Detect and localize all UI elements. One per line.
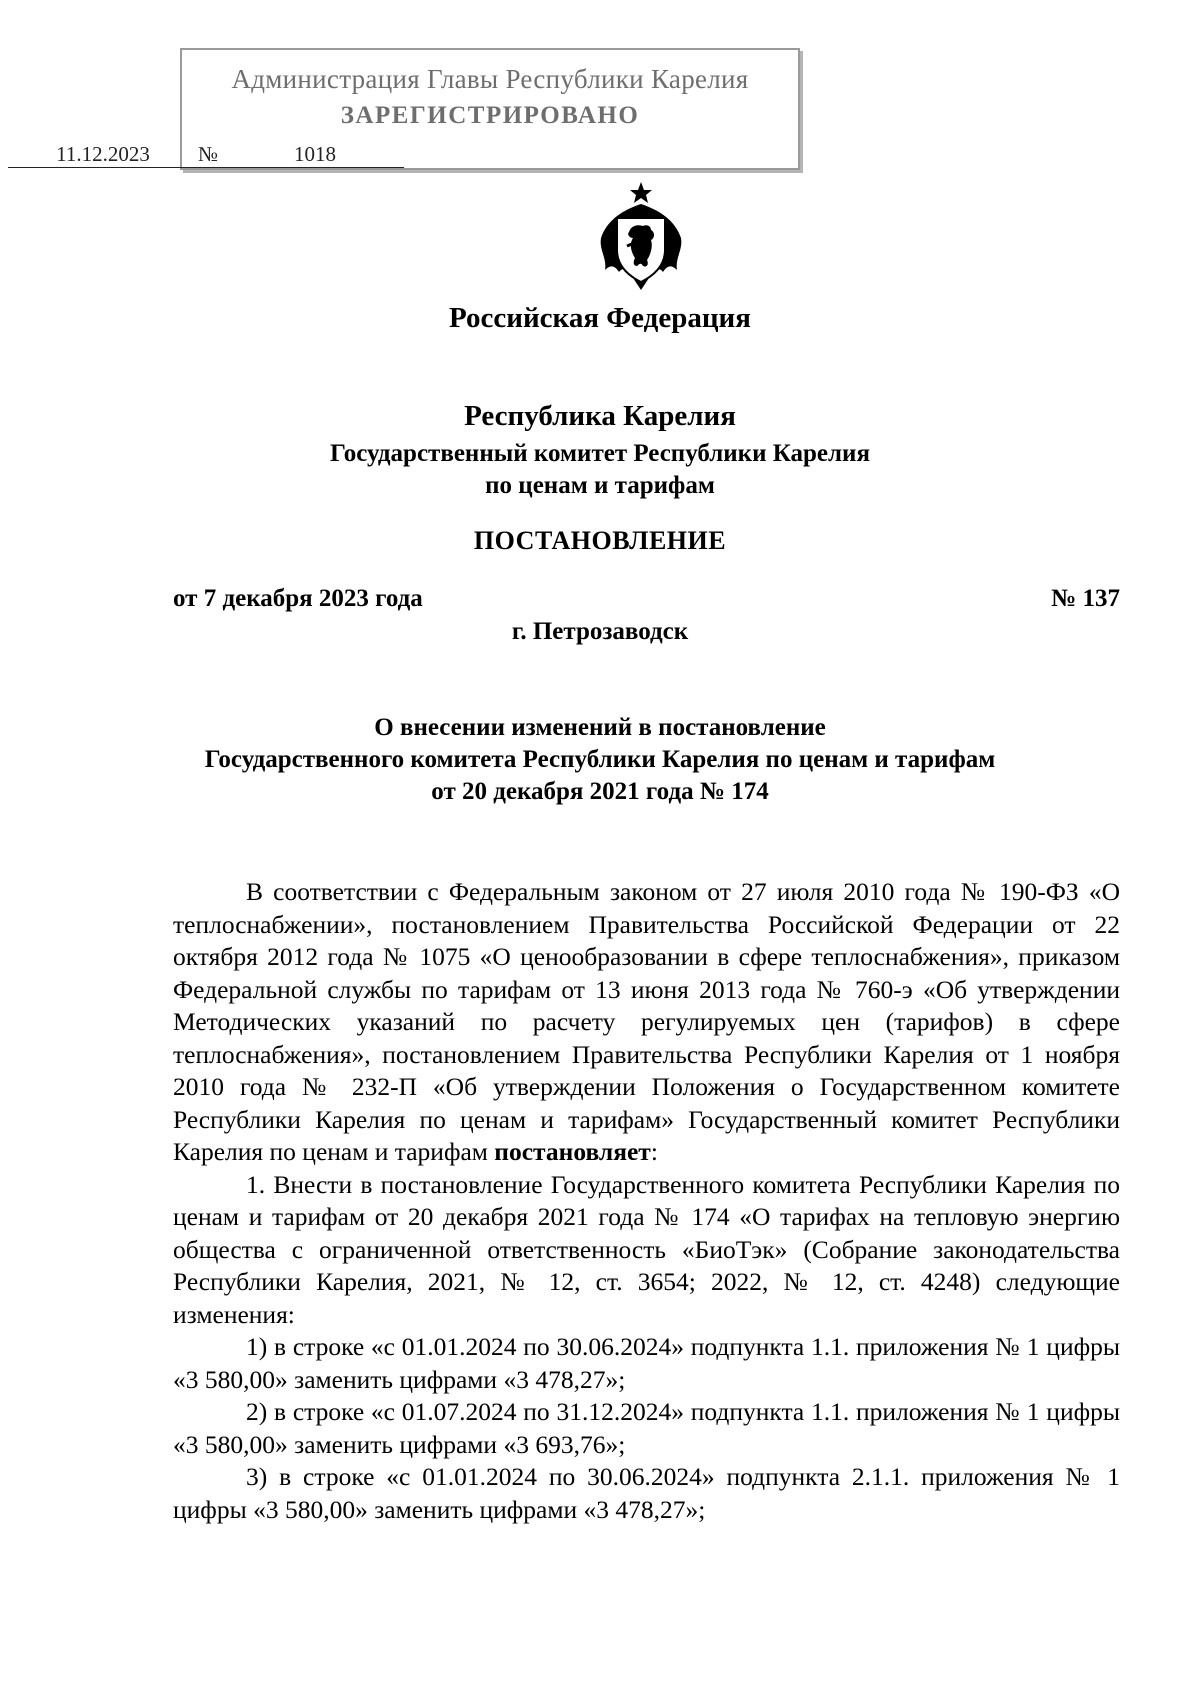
subitem-2-paragraph: 2) в строке «с 01.07.2024 по 31.12.2024» подпункта 1.1. приложения № 1 цифры «3 580,00» заменить цифрами «3 693,76»; <box>173 1397 1120 1459</box>
subject-line3: от 20 декабря 2021 года № 174 <box>431 778 769 805</box>
subitem-1-paragraph: 1) в строке «с 01.01.2024 по 30.06.2024» подпункта 1.1. приложения № 1 цифры «3 580,00» заменить цифрами «3 478,27»; <box>173 1332 1120 1394</box>
item-1-paragraph: 1. Внести в постановление Государственного комитета Республики Карелия по ценам и тарифам от 20 декабря 2021 года № 174 «О тарифах на тепловую энергию общества с ограниченной ответственность «БиоТэк» (Собрание законодательства Республики Карелия, 2021, № 12, ст. 3654; 2022, № 12, ст. 4248) следующие изменения: <box>173 1169 1120 1329</box>
document-body <box>173 876 1120 1526</box>
subject-line1: О внесении изменений в постановление <box>374 714 826 741</box>
preamble-end: : <box>650 1137 658 1166</box>
stamp-number: 1018 <box>226 142 404 168</box>
committee-heading-line1: Государственный комитет Республики Карелия <box>330 440 870 467</box>
stamp-number-sign: № <box>198 142 226 168</box>
stamp-registration-row <box>8 142 602 170</box>
document-type: ПОСТАНОВЛЕНИЕ <box>473 526 727 555</box>
stamp-organization: Администрация Главы Республики Карелия <box>231 64 749 94</box>
resolves-word: постановляет <box>494 1137 651 1166</box>
republic-heading: Республика Карелия <box>464 400 736 432</box>
karelia-coat-of-arms-icon <box>593 180 689 292</box>
preamble-text: В соответствии с Федеральным законом от 27 июля 2010 года № 190-ФЗ «О теплоснабжении», постановлением Правительства Российской Федерации от 22 октября 2012 года № 1075 «О ценообразовании в сфере теплоснабжения», приказом Федеральной службы по тарифам от 13 июня 2013 года № 760-э «Об утверждении Методических указаний по расчету регулируемых цен (тарифов) в сфере теплоснабжения», постановлением Правительства Республики Карелия от 1 ноября 2010 года № 232-П «Об утверждении Положения о Государственном комитете Республики Карелия по ценам и тарифам» Государственный комитет Республики Карелия по ценам и тарифам <box>173 877 1120 1166</box>
document-number: № 137 <box>1051 585 1120 612</box>
document-subject <box>150 712 1050 808</box>
document-city: г. Петрозаводск <box>511 618 689 645</box>
country-heading: Российская Федерация <box>449 302 751 334</box>
document-date: от 7 декабря 2023 года <box>173 585 423 612</box>
stamp-status: ЗАРЕГИСТРИРОВАНО <box>340 102 640 129</box>
subitem-3-paragraph: 3) в строке «с 01.01.2024 по 30.06.2024» подпункта 2.1.1. приложения № 1 цифры «3 580,00» заменить цифрами «3 478,27»; <box>173 1462 1120 1524</box>
committee-heading-line2: по ценам и тарифам <box>485 472 715 499</box>
preamble-paragraph <box>173 876 1120 1169</box>
subject-line2: Государственного комитета Республики Карелия по ценам и тарифам <box>204 746 996 773</box>
stamp-date: 11.12.2023 <box>8 142 198 168</box>
